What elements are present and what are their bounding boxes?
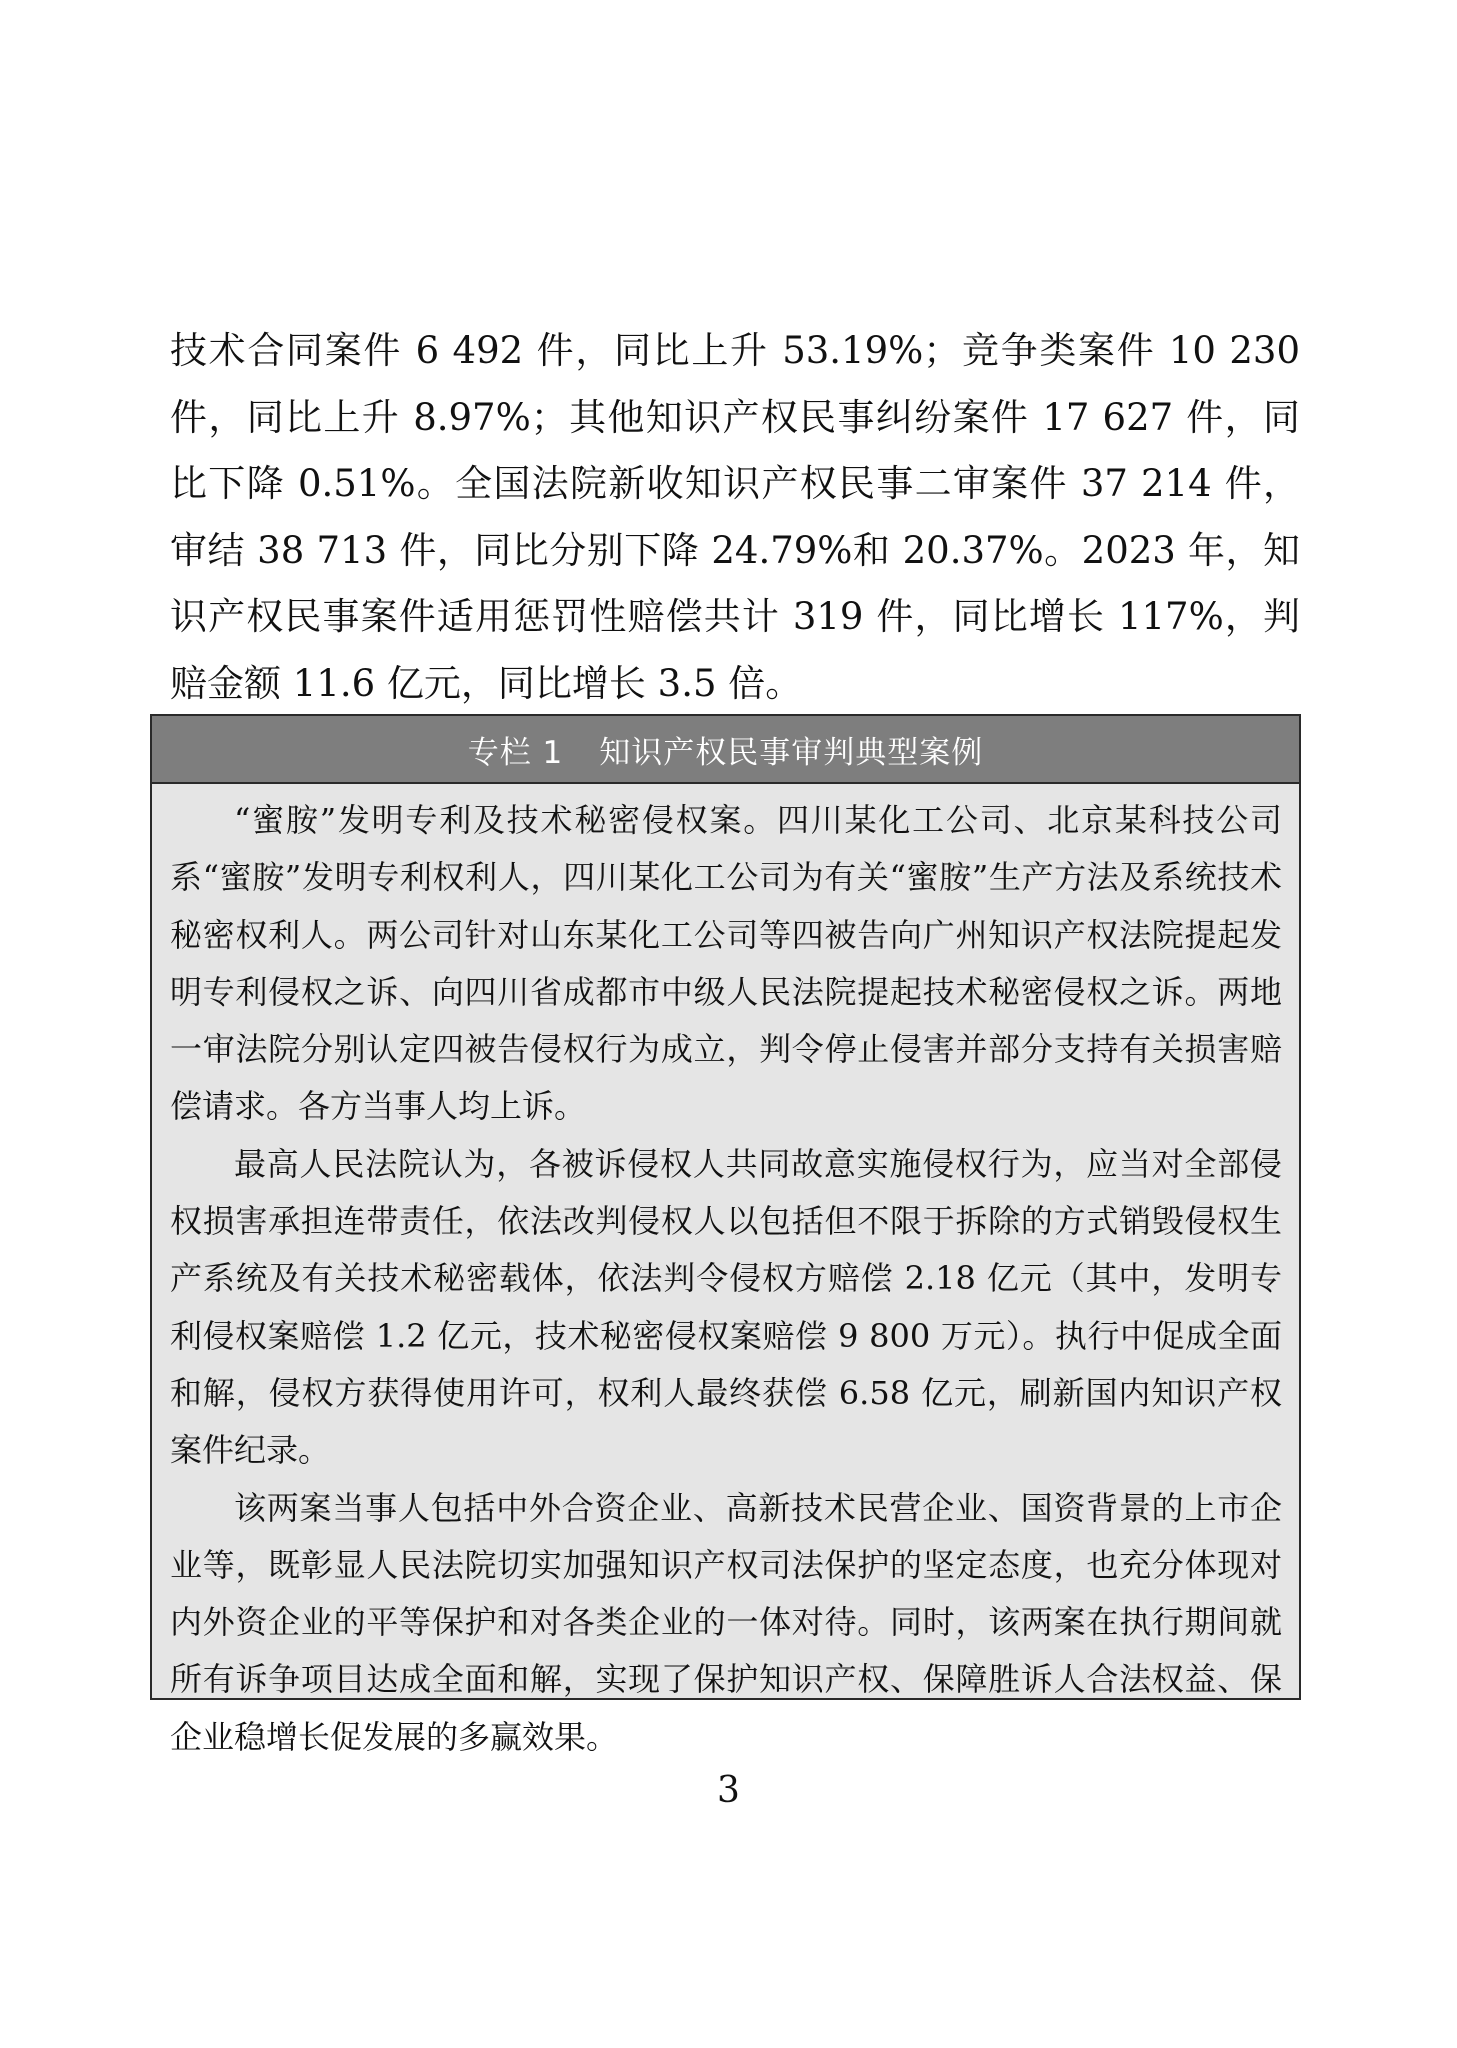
- sidebar-box-label: 专栏 1: [467, 734, 564, 771]
- sidebar-paragraph-2: 最高人民法院认为，各被诉侵权人共同故意实施侵权行为，应当对全部侵权损害承担连带责任，依法改判侵权人以包括但不限于拆除的方式销毁侵权生产系统及有关技术秘密载体，依法判令侵权方赔偿 2.18 亿元（其中，发明专利侵权案赔偿 1.2 亿元，技术秘密侵权案赔偿 9 800 万元）。执行中促成全面和解，侵权方获得使用许可，权利人最终获偿 6.58 亿元，刷新国内知识产权案件纪录。: [170, 1144, 1282, 1470]
- sidebar-box-body: [152, 784, 1299, 1766]
- sidebar-box-title: 知识产权民事审判典型案例: [599, 734, 984, 771]
- sidebar-paragraph-1: “蜜胺”发明专利及技术秘密侵权案。四川某化工公司、北京某科技公司系“蜜胺”发明专利权利人，四川某化工公司为有关“蜜胺”生产方法及系统技术秘密权利人。两公司针对山东某化工公司等四被告向广州知识产权法院提起发明专利侵权之诉、向四川省成都市中级人民法院提起技术秘密侵权之诉。两地一审法院分别认定四被告侵权行为成立，判令停止侵害并部分支持有关损害赔偿请求。各方当事人均上诉。: [170, 801, 1282, 1126]
- sidebar-paragraph-3: 该两案当事人包括中外合资企业、高新技术民营企业、国资背景的上市企业等，既彰显人民法院切实加强知识产权司法保护的坚定态度，也充分体现对内外资企业的平等保护和对各类企业的一体对待。同时，该两案在执行期间就所有诉争项目达成全面和解，实现了保护知识产权、保障胜诉人合法权益、保企业稳增长促发展的多赢效果。: [170, 1488, 1282, 1756]
- sidebar-box-header: [152, 716, 1299, 784]
- sidebar-box: [150, 714, 1301, 1756]
- page-number: 3: [717, 1770, 740, 1811]
- body-paragraph: 技术合同案件 6 492 件，同比上升 53.19%；竞争类案件 10 230 件，同比上升 8.97%；其他知识产权民事纠纷案件 17 627 件，同比下降 0.51%。全国法院新收知识产权民事二审案件 37 214 件，审结 38 713 件，同比分别下降 24.79%和 20.37%。2023 年，知识产权民事案件适用惩罚性赔偿共计 319 件，同比增长 117%，判赔金额 11.6 亿元，同比增长 3.5 倍。: [170, 329, 1300, 705]
